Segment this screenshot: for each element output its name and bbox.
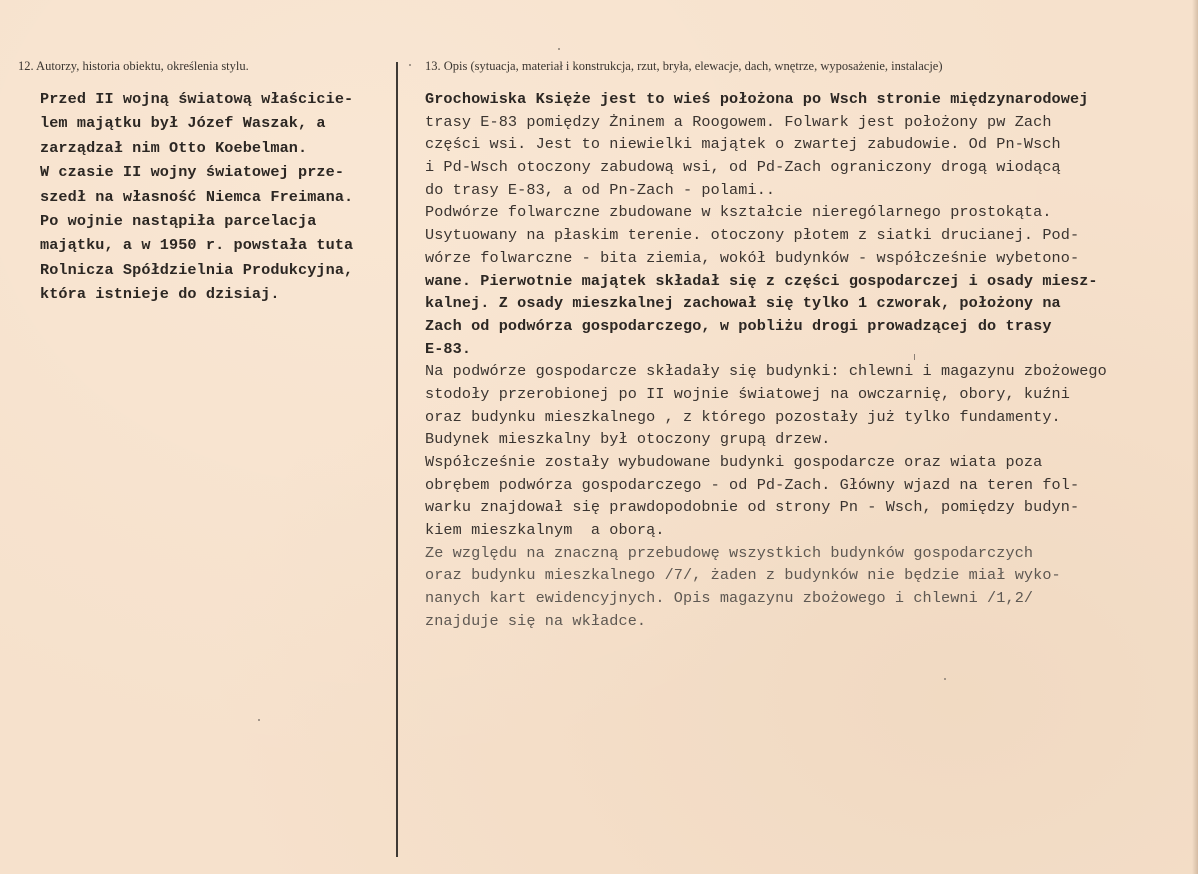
history-column [40,87,400,307]
description-line: Usytuowany na płaskim terenie. otoczony płotem z siatki drucianej. Pod- [425,226,1080,245]
description-line: wane. Pierwotnie majątek składał się z części gospodarczej i osady miesz- [425,271,1098,290]
description-line: wórze folwarczne - bita ziemia, wokół budynków - współcześnie wybetono- [425,248,1080,267]
description-line: trasy E-83 pomiędzy Żninem a Roogowem. Folwark jest położony pw Zach [425,112,1052,131]
description-line: Na podwórze gospodarcze składały się budynki: chlewni i magazynu zbożowego [425,362,1107,381]
description-line: Zach od podwórza gospodarczego, w pobliżu drogi prowadzącej do trasy [425,316,1052,335]
description-line: i Pd-Wsch otoczony zabudową wsi, od Pd-Zach ograniczony drogą wiodącą [425,158,1061,177]
description-line: obrębem podwórza gospodarczego - od Pd-Zach. Główny wjazd na teren fol- [425,475,1080,494]
section-13-header: 13. Opis (sytuacja, materiał i konstrukcja, rzut, bryła, elewacje, dach, wnętrze, wyposażenie, instalacje) [425,59,943,73]
section-12-header: 12. Autorzy, historia obiektu, określenia stylu. [18,59,249,73]
description-line: warku znajdował się prawdopodobnie od strony Pn - Wsch, pomiędzy budyn- [425,498,1080,517]
history-line: która istnieje do dzisiaj. [40,285,280,304]
paper-speck [914,354,915,360]
paper-speck [409,64,411,66]
description-line: Ze względu na znaczną przebudowę wszystkich budynków gospodarczych [425,543,1034,562]
description-line: oraz budynku mieszkalnego , z którego pozostały już tylko fundamenty. [425,407,1061,426]
description-line: nanych kart ewidencyjnych. Opis magazynu zbożowego i chlewni /1,2/ [425,589,1034,608]
description-line: Grochowiska Księże jest to wieś położona po Wsch stronie międzynarodowej [425,90,1089,108]
description-line: stodoły przerobionej po II wojnie światowej na owczarnię, obory, kuźni [425,384,1070,403]
paper-speck [558,48,560,50]
description-line: do trasy E-83, a od Pn-Zach - polami.. [425,180,776,199]
paper-speck [258,719,260,721]
description-line: części wsi. Jest to niewielki majątek o zwartej zabudowie. Od Pn-Wsch [425,135,1061,154]
page-edge-shadow [1192,0,1198,874]
history-line: zarządzał nim Otto Koebelman. [40,138,308,157]
description-line: znajduje się na wkładce. [425,611,647,630]
description-line: Budynek mieszkalny był otoczony grupą drzew. [425,430,831,449]
history-line: szedł na własność Niemca Freimana. [40,187,354,206]
history-line: Przed II wojną światową właściciе- [40,90,354,108]
description-column [425,88,1195,633]
description-line: Podwórze folwarczne zbudowane w kształcie nierególarnego prostokąta. [425,203,1052,222]
description-line: kalnej. Z osady mieszkalnej zachował się tylko 1 czworak, położony na [425,294,1061,313]
description-line: kiem mieszkalnym a oborą. [425,521,665,540]
paper-speck [944,678,946,680]
description-line: Współcześnie zostały wybudowane budynki gospodarcze oraz wiata poza [425,453,1043,471]
history-line: lem majątku był Józef Waszak, a [40,114,326,133]
history-line: Rolnicza Spółdzielnia Produkcyjna, [40,260,354,279]
description-line: E-83. [425,339,472,358]
description-line: oraz budynku mieszkalnego /7/, żaden z budynków nie będzie miał wyko- [425,566,1061,585]
history-line: Po wojnie nastąpiła parcelacja [40,211,317,230]
history-line: majątku, a w 1950 r. powstała tuta [40,236,354,255]
history-line: W czasie II wojny światowej prze- [40,163,345,182]
